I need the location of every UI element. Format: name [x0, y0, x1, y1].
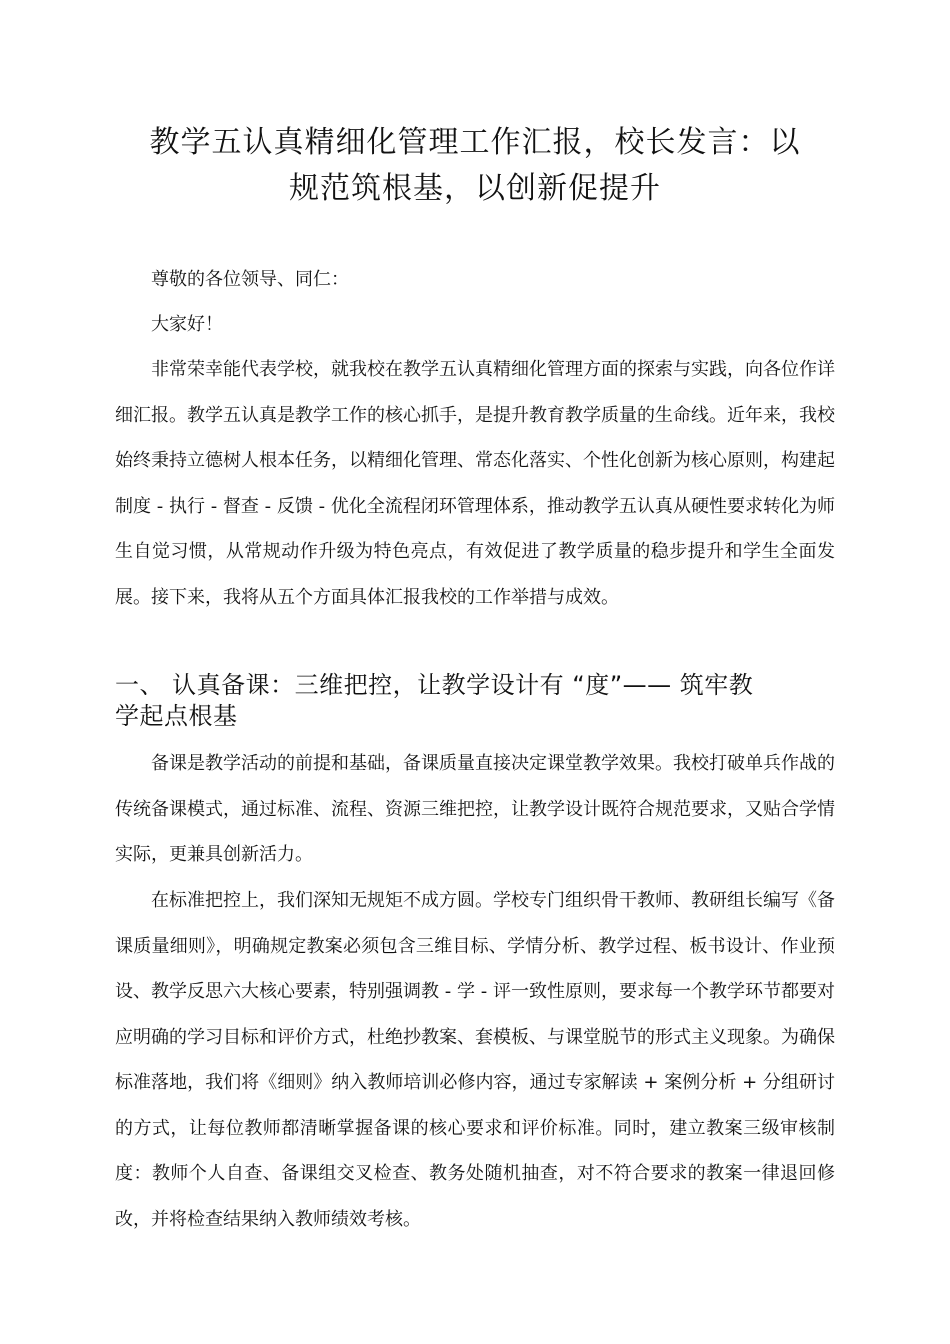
greeting: 大家好！: [151, 314, 223, 335]
document-title: [115, 120, 835, 212]
section-1-paragraph-2: 在标准把控上，我们深知无规矩不成方圆。学校专门组织骨干教师、教研组长编写《备课质量细则》，明确规定教案必须包含三维目标、学情分析、教学过程、板书设计、作业预设、教学反思六大核心要素，特别强调教 - 学 - 评一致性原则，要求每一个教学环节都要对应明确的学习目标和评价方式，杜绝抄教案、套模板、与课堂脱节的形式主义现象。为确保标准落地，我们将《细则》纳入教师培训必修内容，通过专家解读 + 案例分析 + 分组研讨的方式，让每位教师都清晰掌握备课的核心要求和评价标准。同时，建立教案三级审核制度：教师个人自查、备课组交叉检查、教务处随机抽查，对不符合要求的教案一律退回修改，并将检查结果纳入教师绩效考核。: [115, 890, 835, 1230]
document-title-line-2: 规范筑根基，以创新促提升: [289, 171, 661, 206]
section-1-heading-line-2: 学起点根基: [115, 702, 238, 730]
section-1-heading-line-1: 一、 认真备课：三维把控，让教学设计有 “度”—— 筑牢教: [115, 671, 754, 699]
section-1-paragraph-1: 备课是教学活动的前提和基础，备课质量直接决定课堂教学效果。我校打破单兵作战的传统备课模式，通过标准、流程、资源三维把控，让教学设计既符合规范要求，又贴合学情实际，更兼具创新活力。: [115, 753, 835, 865]
document-title-line-1: 教学五认真精细化管理工作汇报，校长发言：以: [149, 125, 801, 160]
salutation: 尊敬的各位领导、同仁：: [151, 269, 349, 290]
intro-paragraph: 非常荣幸能代表学校，就我校在教学五认真精细化管理方面的探索与实践，向各位作详细汇报。教学五认真是教学工作的核心抓手，是提升教育教学质量的生命线。近年来，我校始终秉持立德树人根本任务，以精细化管理、常态化落实、个性化创新为核心原则，构建起制度 - 执行 - 督查 - 反馈 - 优化全流程闭环管理体系，推动教学五认真从硬性要求转化为师生自觉习惯，从常规动作升级为特色亮点，有效促进了教学质量的稳步提升和学生全面发展。接下来，我将从五个方面具体汇报我校的工作举措与成效。: [115, 359, 835, 608]
section-1-heading: [115, 670, 835, 732]
